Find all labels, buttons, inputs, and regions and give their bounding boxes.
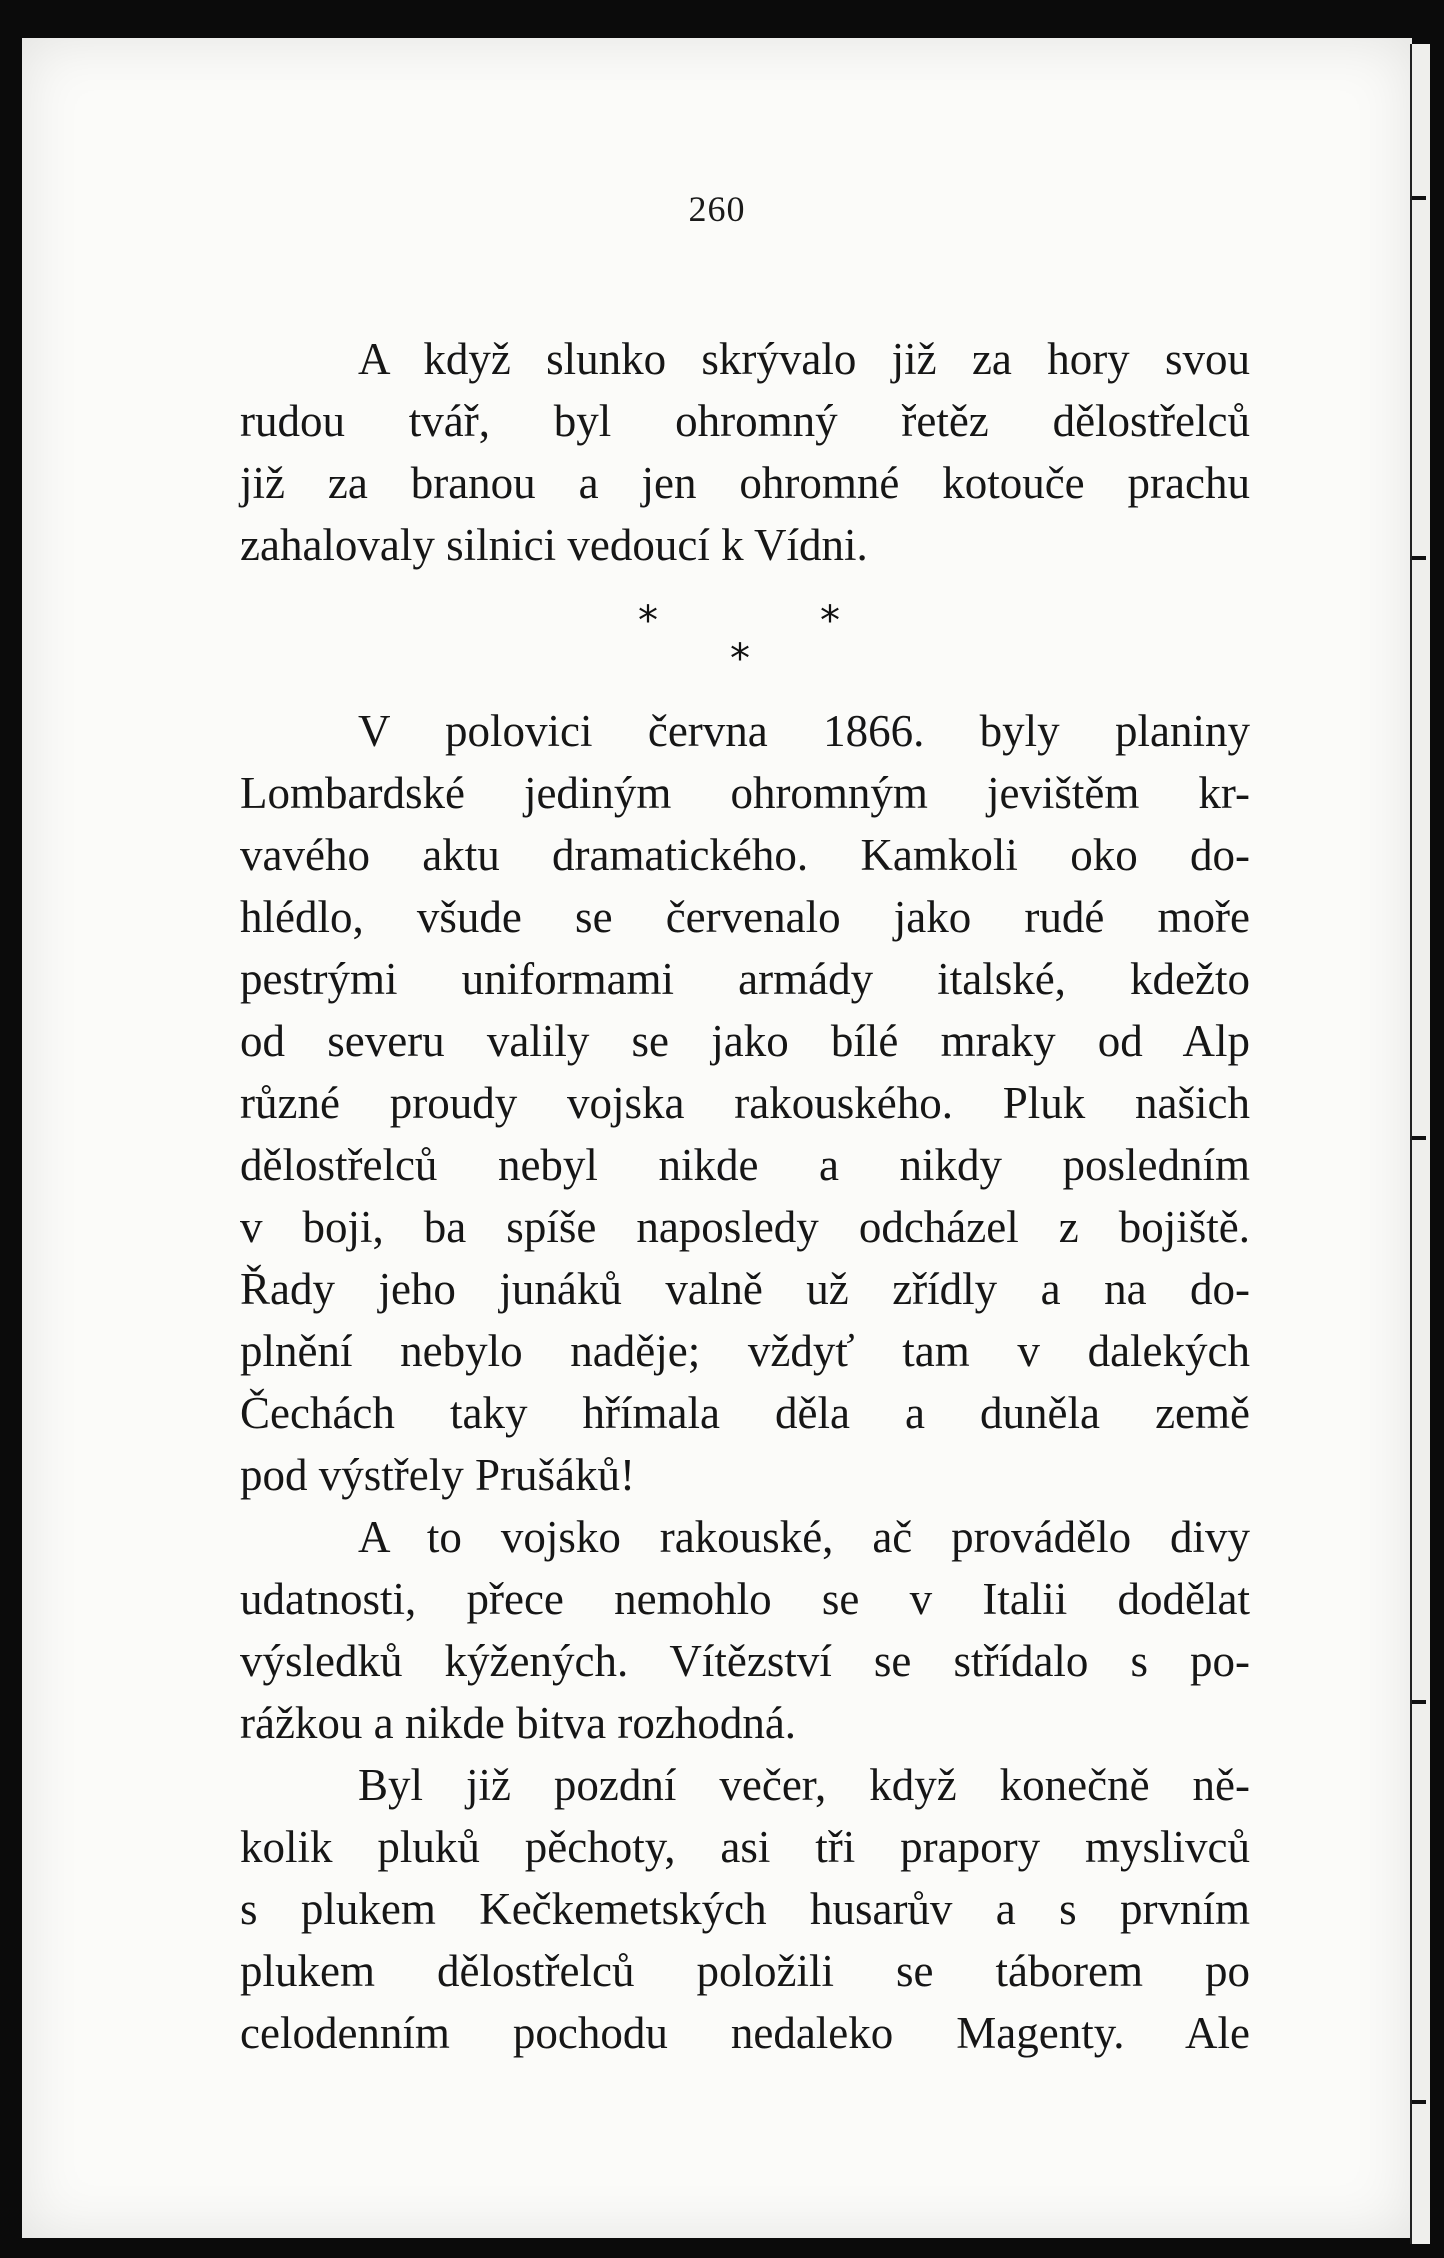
text-line: plukem dělostřelců položili se táborem po	[240, 1946, 1250, 1996]
edge-mark	[1412, 2100, 1426, 2104]
text-line: výsledků kýžených. Vítězství se střídalo s po-	[240, 1636, 1250, 1686]
text-line: celodenním pochodu nedaleko Magenty. Ale	[240, 2008, 1250, 2058]
text-line: dělostřelců nebyl nikde a nikdy posledním	[240, 1140, 1250, 1190]
text-line: zahalovaly silnici vedoucí k Vídni.	[240, 520, 868, 570]
page-edge	[1410, 44, 1430, 2244]
text-line: různé proudy vojska rakouského. Pluk našich	[240, 1078, 1250, 1128]
text-line: rážkou a nikde bitva rozhodná.	[240, 1698, 797, 1748]
text-line: A to vojsko rakouské, ač provádělo divy	[358, 1512, 1250, 1562]
text-line: vavého aktu dramatického. Kamkoli oko do-	[240, 830, 1250, 880]
text-line: Lombardské jediným ohromným jevištěm kr-	[240, 768, 1250, 818]
page-number: 260	[688, 189, 746, 229]
book-page	[22, 38, 1412, 2238]
text-line: Řady jeho junáků valně už zřídly a na do-	[240, 1264, 1250, 1314]
text-line: kolik pluků pěchoty, asi tři prapory myslivců	[240, 1822, 1250, 1872]
text-line: pod výstřely Prušáků!	[240, 1450, 635, 1500]
asterisk: *	[730, 636, 750, 682]
asterisk: *	[638, 598, 658, 644]
text-line: pestrými uniformami armády italské, kdežto	[240, 954, 1250, 1004]
text-line: rudou tvář, byl ohromný řetěz dělostřelců	[240, 396, 1250, 446]
edge-mark	[1412, 556, 1426, 560]
text-line: Čechách taky hřímala děla a duněla země	[240, 1388, 1250, 1438]
text-line: hlédlo, všude se červenalo jako rudé moře	[240, 892, 1250, 942]
edge-mark	[1412, 1700, 1426, 1704]
section-break	[240, 576, 1250, 700]
text-line: A když slunko skrývalo již za hory svou	[358, 334, 1250, 384]
edge-mark	[1412, 1136, 1426, 1140]
text-line: s plukem Kečkemetských husarův a s prvním	[240, 1884, 1250, 1934]
text-line: udatnosti, přece nemohlo se v Italii dodělat	[240, 1574, 1250, 1624]
text-line: Byl již pozdní večer, když konečně ně-	[358, 1760, 1250, 1810]
text-line: od severu valily se jako bílé mraky od Alp	[240, 1016, 1250, 1066]
page-text	[240, 328, 1250, 2064]
text-line: V polovici června 1866. byly planiny	[358, 706, 1250, 756]
text-line: plnění nebylo naděje; vždyť tam v dalekých	[240, 1326, 1250, 1376]
text-line: již za branou a jen ohromné kotouče prachu	[240, 458, 1250, 508]
edge-mark	[1412, 196, 1426, 200]
text-line: v boji, ba spíše naposledy odcházel z bojiště.	[240, 1202, 1250, 1252]
asterisk: *	[820, 598, 840, 644]
